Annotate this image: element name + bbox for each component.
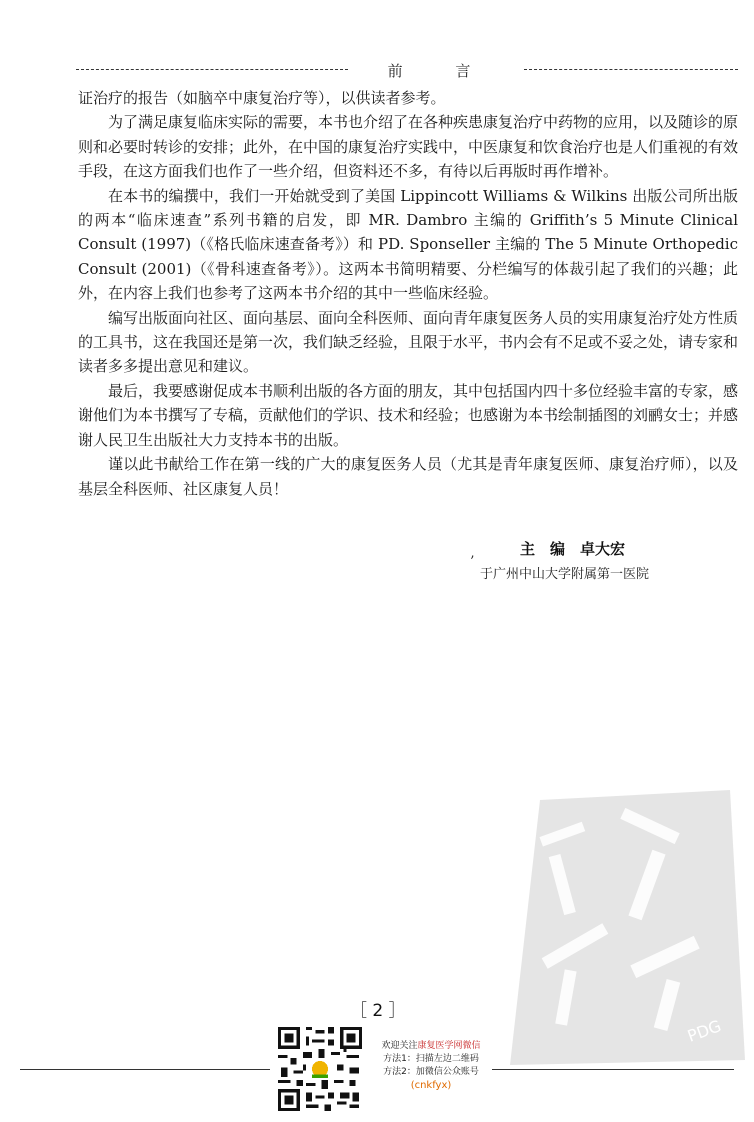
qr-caption — [372, 1040, 490, 1092]
editor-signature: 主 编 卓大宏 — [520, 540, 626, 558]
stray-mark: ’ — [470, 554, 475, 570]
svg-text:PDG: PDG — [684, 1016, 724, 1046]
qr-caption-line2: 方法1：扫描左边二维码 — [383, 1054, 479, 1064]
header-rule-left — [76, 69, 348, 70]
header-rule-right — [524, 69, 738, 70]
qr-caption-account: (cnkfyx) — [410, 1080, 452, 1091]
editor-affiliation: 于广州中山大学附属第一医院 — [480, 567, 650, 582]
paragraph: 在本书的编撰中，我们一开始就受到了美国 Lippincott Williams & Wilkins 出版公司所出版的两本“临床速查”系列书籍的启发，即 MR. Dambro 主编的 Griffith’s 5 Minute Clinical Consult (1997)（《格氏临床速查备考》）和 PD. Sponseller 主编的 The 5 Minute Orthopedic Consult (2001)（《骨科速查备考》）。这两本书简明精要、分栏编写的体裁引起了我们的兴趣；此外，在内容上我们也参考了这两本书介绍的其中一些临床经验。 — [78, 186, 738, 303]
footer-rule-right — [492, 1069, 734, 1070]
running-header — [76, 60, 738, 80]
paragraph: 编写出版面向社区、面向基层、面向全科医师、面向青年康复医务人员的实用康复治疗处方性质的工具书，这在我国还是第一次，我们缺乏经验，且限于水平，书内会有不足或不妥之处，请专家和读者多多提出意见和建议。 — [78, 308, 739, 376]
footer-rule-left — [20, 1069, 270, 1070]
paragraph: 谨以此书献给工作在第一线的广大的康复医务人员（尤其是青年康复医师、康复治疗师），以及基层全科医师、社区康复人员！ — [78, 455, 738, 498]
library-seal-watermark — [500, 780, 750, 1070]
header-title: 前 言 — [387, 62, 495, 80]
qr-caption-line1: 欢迎关注康复医学网微信 — [381, 1041, 481, 1051]
paragraph: 证治疗的报告（如脑卒中康复治疗等），以供读者参考。 — [78, 89, 446, 107]
paragraph: 为了满足康复临床实际的需要，本书也介绍了在各种疾患康复治疗中药物的应用，以及随诊的原则和必要时转诊的安排；此外，在中国的康复治疗实践中，中医康复和饮食治疗也是人们重视的有效手段，在这方面我们也作了一些介绍，但资料还不多，有待以后再版时再作增补。 — [78, 113, 739, 181]
page-number: ［ 2 ］ — [350, 1001, 406, 1021]
qr-caption-line3: 方法2：加微信公众账号 — [383, 1067, 479, 1077]
preface-body — [78, 86, 738, 501]
qr-caption-highlight: 康复医学网微信 — [417, 1041, 481, 1051]
qr-code-image — [275, 1024, 365, 1114]
paragraph: 最后，我要感谢促成本书顺利出版的各方面的朋友，其中包括国内四十多位经验丰富的专家，感谢他们为本书撰写了专稿，贡献他们的学识、技术和经验；也感谢为本书绘制插图的刘鹂女士；并感谢人民卫生出版社大力支持本书的出版。 — [78, 381, 739, 449]
